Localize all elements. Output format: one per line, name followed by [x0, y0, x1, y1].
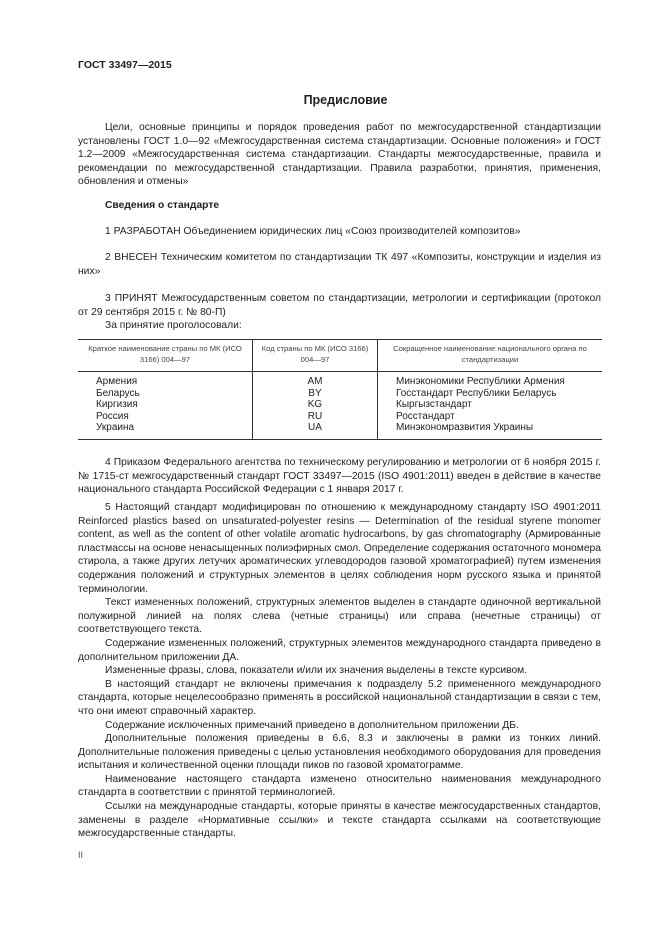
item-2	[78, 251, 601, 278]
cell-body: Минэкономразвития Украины	[396, 422, 534, 434]
cell-country: Украина	[78, 422, 253, 439]
cell-body: Госстандарт Республики Беларусь	[396, 387, 557, 399]
item-1	[78, 225, 601, 239]
item-4-text: 4 Приказом Федерального агентства по техническому регулированию и метрологии от 6 ноября 2015 г. № 1715-ст межгосударственный стандарт ГОСТ 33497—2015 (ISO 4901:2011) введен в действие в качестве национального стандарта Российской Федерации с 1 января 2017 г.	[78, 457, 601, 496]
item-5-paragraph	[78, 732, 601, 773]
cell-code: UA	[253, 422, 378, 439]
item-5-paragraph	[78, 596, 601, 637]
paragraph-text: Измененные фразы, слова, показатели и/или их значения выделены в тексте курсивом.	[105, 665, 528, 677]
intro-text: Цели, основные принципы и порядок проведения работ по межгосударственной стандартизации установлены ГОСТ 1.0—92 «Межгосударственная система стандартизации. Основные положения» и ГОСТ 1.2—2009 «Межгосударственная система стандартизации. Стандарты межгосударственные, правила и рекомендации по межгосударственной стандартизации. Правила разработки, принятия, применения, обновления и отмены»	[78, 122, 601, 188]
paragraph-text: Текст измененных положений, структурных элементов выделен в стандарте одиночной вертикальной полужирной линией на полях слева (четные страницы) или справа (нечетные страницы) от соответствующего текста.	[78, 597, 601, 636]
table-row	[78, 388, 602, 400]
document-code-header: ГОСТ 33497—2015	[78, 59, 172, 71]
voting-table	[78, 339, 602, 439]
table-header-row	[78, 339, 602, 372]
page-title: Предисловие	[303, 93, 388, 107]
cell-body: Минэкономики Республики Армения	[396, 376, 565, 387]
item-5-paragraph	[78, 637, 601, 664]
page-number: II	[78, 850, 84, 860]
item-5-paragraph	[78, 678, 601, 719]
voted-label: За принятие проголосовали:	[105, 320, 242, 332]
cell-country: Армения	[78, 372, 253, 388]
paragraph-text: Дополнительные положения приведены в 6.6, 8.3 и заключены в рамки из тонких линий. Дополнительные положения приведены с целью установления необходимого оборудования для проведения испытания и количественной оценки площади пиков по газовой хроматограмме.	[78, 733, 601, 772]
cell-country: Россия	[78, 411, 253, 423]
column-header-code: Код страны по МК (ИСО 3166) 004—97	[253, 339, 378, 372]
column-header-country: Краткое наименование страны по МК (ИСО 3166) 004—97	[78, 339, 253, 372]
paragraph-text: Наименование настоящего стандарта изменено относительно наименования международного стандарта в соответствии с принятой терминологией.	[78, 773, 601, 799]
table-row	[78, 372, 602, 388]
item-3	[78, 292, 601, 333]
paragraph-text: В настоящий стандарт не включены примечания к подразделу 5.2 примененного международного стандарта, которые нецелесообразно применять в российской национальной стандартизации в связи с тем, что они имеют справочный характер.	[78, 678, 601, 717]
column-header-body: Сокращенное наименование национального органа по стандартизации	[378, 339, 603, 372]
item-5-paragraph	[78, 501, 601, 596]
item-5	[78, 501, 601, 841]
cell-body: Кыргызстандарт	[396, 399, 472, 411]
table-row	[78, 422, 602, 439]
cell-code: AM	[253, 372, 378, 388]
item-5-paragraph	[78, 664, 601, 678]
item-4	[78, 456, 601, 497]
paragraph-text: 5 Настоящий стандарт модифицирован по отношению к международному стандарту ISO 4901:2011 Reinforced plastics based on unsaturated-polyester resins — Determination of the residual styrene monomer content, as well as the content of other volatile aromatic hydrocarbons, by gas chromatography (Армированные пластмассы на основе ненасыщенных полиэфирных смол. Определение содержания остаточного мономера стирола, а также других летучих ароматических углеводородов газовой хроматографией) путем изменения содержания положений и структурных элементов в целях соблюдения норм русского языка и принятой терминологии.	[78, 502, 602, 595]
item-1-text: 1 РАЗРАБОТАН Объединением юридических лиц «Союз производителей композитов»	[105, 226, 521, 237]
cell-body: Росстандарт	[396, 410, 455, 422]
item-5-paragraph	[78, 800, 601, 841]
cell-code: KG	[253, 399, 378, 411]
paragraph-text: Содержание исключенных примечаний приведено в дополнительном приложении ДБ.	[105, 719, 519, 731]
item-5-paragraph	[78, 719, 601, 733]
cell-code: RU	[253, 411, 378, 423]
cell-country: Киргизия	[78, 399, 253, 411]
intro-paragraph	[78, 121, 601, 189]
table-row	[78, 399, 602, 411]
item-5-paragraph	[78, 773, 601, 800]
paragraph-text: Ссылки на международные стандарты, которые приняты в качестве межгосударственных стандартов, заменены в разделе «Нормативные ссылки» и тексте стандарта ссылками на соответствующие межгосударственные стандарты.	[78, 801, 601, 840]
section-title: Сведения о стандарте	[105, 200, 220, 211]
table-row	[78, 411, 602, 423]
item-3-text: 3 ПРИНЯТ Межгосударственным советом по стандартизации, метрологии и сертификации (протокол от 29 сентября 2015 г. № 80-П)	[78, 293, 601, 318]
paragraph-text: Содержание измененных положений, структурных элементов международного стандарта приведено в дополнительном приложении ДА.	[78, 637, 601, 663]
cell-code: BY	[253, 388, 378, 400]
cell-country: Беларусь	[78, 388, 253, 400]
item-2-text: 2 ВНЕСЕН Техническим комитетом по стандартизации ТК 497 «Композиты, конструкции и изделия из них»	[78, 252, 601, 277]
